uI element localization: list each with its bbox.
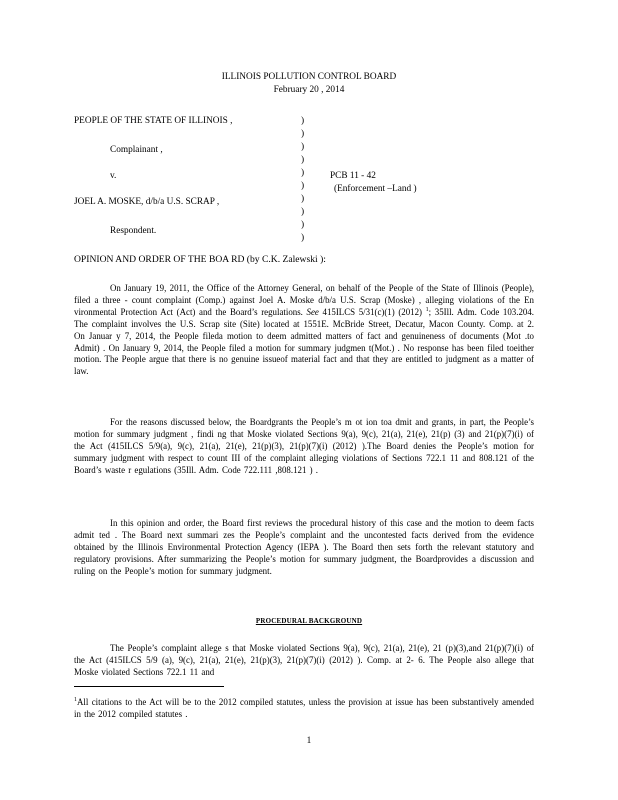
section-heading-procedural: PROCEDURAL BACKGROUND [255,617,363,625]
paragraph-procedural: The People’s complaint allege s that Moske violated Sections 9(a), 9(c), 21(a), 21(e), 21 (p)(3),and 21(p)(7)(i) of the Act (415ILCS 5/9 (a), 9(c), 21(a), 21(e), 21(p)(3), 21(p)(7)(i) (2012) ). Comp. at 2- 6. The People also allege that Moske violated Sections 722.1 11 and [74,643,534,677]
versus-label: v. [110,171,117,181]
page-number: 1 [306,736,312,746]
paragraph-intro [74,283,534,378]
case-number: PCB 11 - 42 [330,171,376,181]
board-name: ILLINOIS POLLUTION CONTROL BOARD [221,72,397,82]
case-type: (Enforcement –Land ) [334,184,417,194]
paragraph-intro-text: On January 19, 2011, the Office of the Attorney General, on behalf of the People of the State of Illinois (People), filed a three - count complaint (Comp.) against Joel A. Moske d/b/a U.S. Scrap (Moske) , alleging violations of the En vironmental Protection Act (Act) and the Board’s regulations. [74,283,534,317]
footnote [74,697,534,721]
paragraph-overview: In this opinion and order, the Board first reviews the procedural history of this case and the motion to deem facts admit ted . The Board next summari zes the People’s complaint and the uncontested facts derived from the evidence obtained by the Illinois Environmental Protection Agency (IEPA ). The Board then sets forth the relevant statutory and regulatory provisions. After summarizing the People’s motion for summary judgment, the Boardprovides a discussion and ruling on the People’s motion for summary judgment. [74,518,534,576]
footnote-text: All citations to the Act will be to the 2012 compiled statutes, unless the provision at issue has been substantively amended in the 2012 compiled statutes . [74,697,534,719]
opinion-heading: OPINION AND ORDER OF THE BOA RD (by C.K. Zalewski ): [74,254,326,265]
defendant-name: JOEL A. MOSKE, d/b/a U.S. SCRAP , [74,197,220,207]
see-signal: See [306,306,319,317]
footnote-divider [74,686,224,687]
complainant-label: Complainant , [110,145,163,155]
caption-parentheses: ) ) ) ) ) ) ) ) ) ) [301,116,305,243]
respondent-label: Respondent. [110,226,157,236]
footnote-marker: 1 [74,697,77,704]
citation-rest: ; 35Ill. Adm. Code 103.204. The complaint involves the U.S. Scrap site (Site) located at 1551E. McBride Street, Decatur, Macon County. Comp. at 2. On Januar y 7, 2014, the People fileda motion to deem admitted matters of fact and genuineness of documents (Mot .to Admit) . On January 9, 2014, the People filed a motion for summary judgmen t(Mot.) . No response has been filed toeither motion. The People argue that there is no genuine issueof material fact and that they are entitled to judgment as a matter of law. [74,306,534,377]
footnote-reference: 1 [425,306,429,313]
order-date: February 20 , 2014 [273,85,345,95]
plaintiff-name: PEOPLE OF THE STATE OF ILLINOIS , [74,116,233,126]
citation-statute: 415ILCS 5/31(c)(1) (2012) [322,306,423,317]
paragraph-summary: For the reasons discussed below, the Boardgrants the People’s m ot ion toa dmit and grants, in part, the People’s motion for summary judgment , findi ng that Moske violated Sections 9(a), 9(c), 21(a), 21(e), 21(p) (3) and 21(p)(7)(i) of the Act (415ILCS 5/9(a), 9(c), 21(a), 21(e), 21(p)(3), 21(p)(7)(i) (2012) ).The Board denies the People’s motion for summary judgment with respect to count III of the complaint alleging violations of Sections 722.1 11 and 808.121 of the Board’s waste r egulations (35Ill. Adm. Code 722.111 ,808.121 ) . [74,417,534,475]
